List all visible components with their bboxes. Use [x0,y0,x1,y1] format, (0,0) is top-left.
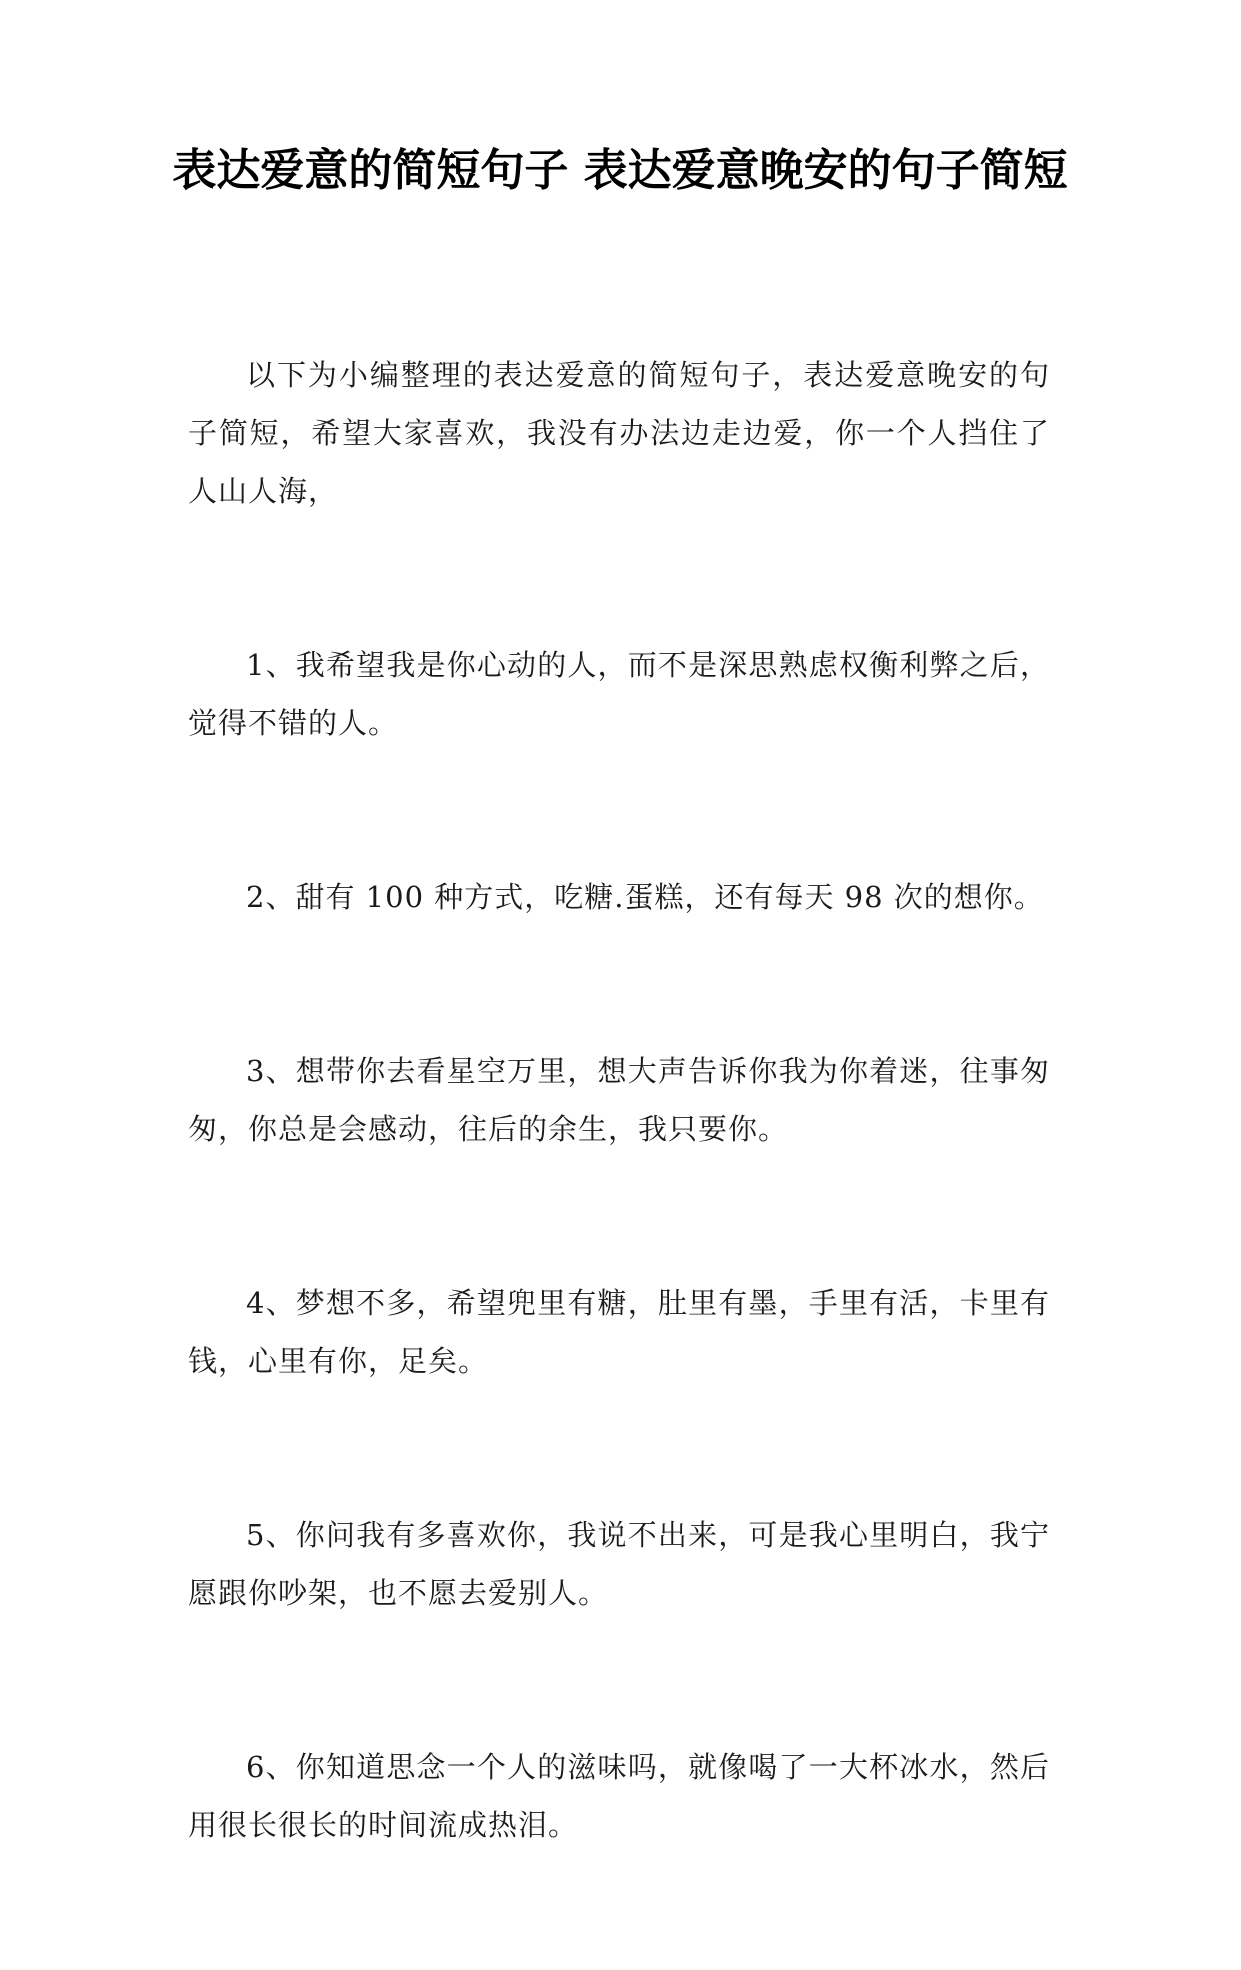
item-paragraph-3: 3、想带你去看星空万里，想大声告诉你我为你着迷，往事匆匆，你总是会感动，往后的余生，我只要你。 [188,1054,1050,1146]
item-paragraph-2: 2、甜有 100 种方式，吃糖.蛋糕，还有每天 98 次的想你。 [246,880,1044,914]
item-paragraph-5: 5、你问我有多喜欢你，我说不出来，可是我心里明白，我宁愿跟你吵架，也不愿去爱别人。 [188,1518,1050,1610]
intro-paragraph: 以下为小编整理的表达爱意的简短句子，表达爱意晚安的句子简短，希望大家喜欢，我没有办法边走边爱，你一个人挡住了人山人海， [188,358,1050,508]
item-paragraph-4: 4、梦想不多，希望兜里有糖，肚里有墨，手里有活，卡里有钱，心里有你，足矣。 [188,1286,1050,1378]
document-body [188,346,1050,1970]
document-title: 表达爱意的简短句子 表达爱意晚安的句子简短 [172,145,1068,196]
item-paragraph-6: 6、你知道思念一个人的滋味吗，就像喝了一大杯冰水，然后用很长很长的时间流成热泪。 [188,1750,1050,1842]
item-paragraph-1: 1、我希望我是你心动的人，而不是深思熟虑权衡利弊之后，觉得不错的人。 [188,648,1050,740]
